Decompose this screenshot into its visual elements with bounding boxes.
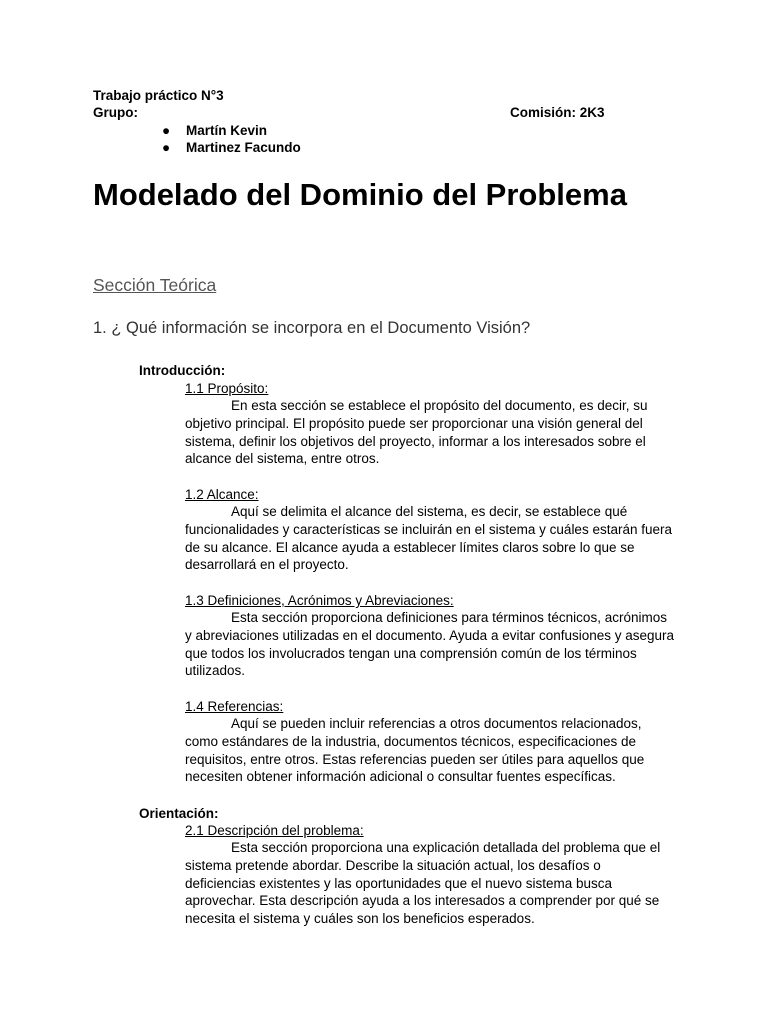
- item-title-proposito: 1.1 Propósito:: [185, 381, 269, 396]
- question-heading: 1. ¿ Qué información se incorpora en el Documento Visión?: [93, 319, 531, 337]
- section-heading: Sección Teórica: [93, 275, 217, 295]
- assignment-label: Trabajo práctico N°3: [93, 88, 224, 103]
- item-text-referencias: Aquí se pueden incluir referencias a otros documentos relacionados, como estándares de la industria, documentos técnicos, especificaciones de requisitos, entre otros. Estas referencias pueden ser útiles para aquellos que necesiten obtener información adicional o consultar fuentes específicas.: [185, 716, 645, 785]
- member-name: Martinez Facundo: [186, 140, 301, 155]
- item-title-definiciones: 1.3 Definiciones, Acrónimos y Abreviaciones:: [185, 593, 454, 608]
- bullet-icon: ●: [162, 140, 171, 155]
- group-label: Grupo:: [93, 105, 138, 120]
- member-item: [162, 122, 267, 139]
- member-name: Martín Kevin: [186, 123, 268, 138]
- item-text-alcance: Aquí se delimita el alcance del sistema, es decir, se establece qué funcionalidades y características se incluirán en el sistema y cuáles estarán fuera de su alcance. El alcance ayuda a establecer límites claros sobre lo que se desarrollará en el proyecto.: [185, 504, 672, 573]
- item-title-descripcion: 2.1 Descripción del problema:: [185, 823, 364, 838]
- commission-label: Comisión: 2K3: [510, 105, 605, 120]
- item-text-descripcion: Esta sección proporciona una explicación detallada del problema que el sistema pretende abordar. Describe la situación actual, los desafíos o deficiencias existentes y las oportunidades que el nuevo sistema busca aprovechar. Esta descripción ayuda a los interesados a comprender por qué se necesita el sistema y cuáles son los beneficios esperados.: [185, 840, 661, 927]
- orientacion-heading: Orientación:: [139, 806, 219, 821]
- item-title-referencias: 1.4 Referencias:: [185, 699, 284, 714]
- item-text-definiciones: Esta sección proporciona definiciones para términos técnicos, acrónimos y abreviaciones utilizadas en el documento. Ayuda a evitar confusiones y asegura que todos los involucrados tengan una comprensión común de los términos utilizados.: [185, 610, 675, 679]
- item-title-alcance: 1.2 Alcance:: [185, 487, 259, 502]
- member-item: [162, 139, 301, 156]
- document-title: Modelado del Dominio del Problema: [93, 177, 627, 212]
- bullet-icon: ●: [162, 123, 171, 138]
- introduccion-heading: Introducción:: [139, 363, 226, 378]
- item-text-proposito: En esta sección se establece el propósito del documento, es decir, su objetivo principal. El propósito puede ser proporcionar una visión general del sistema, definir los objetivos del proyecto, informar a los interesados sobre el alcance del sistema, entre otros.: [185, 398, 648, 467]
